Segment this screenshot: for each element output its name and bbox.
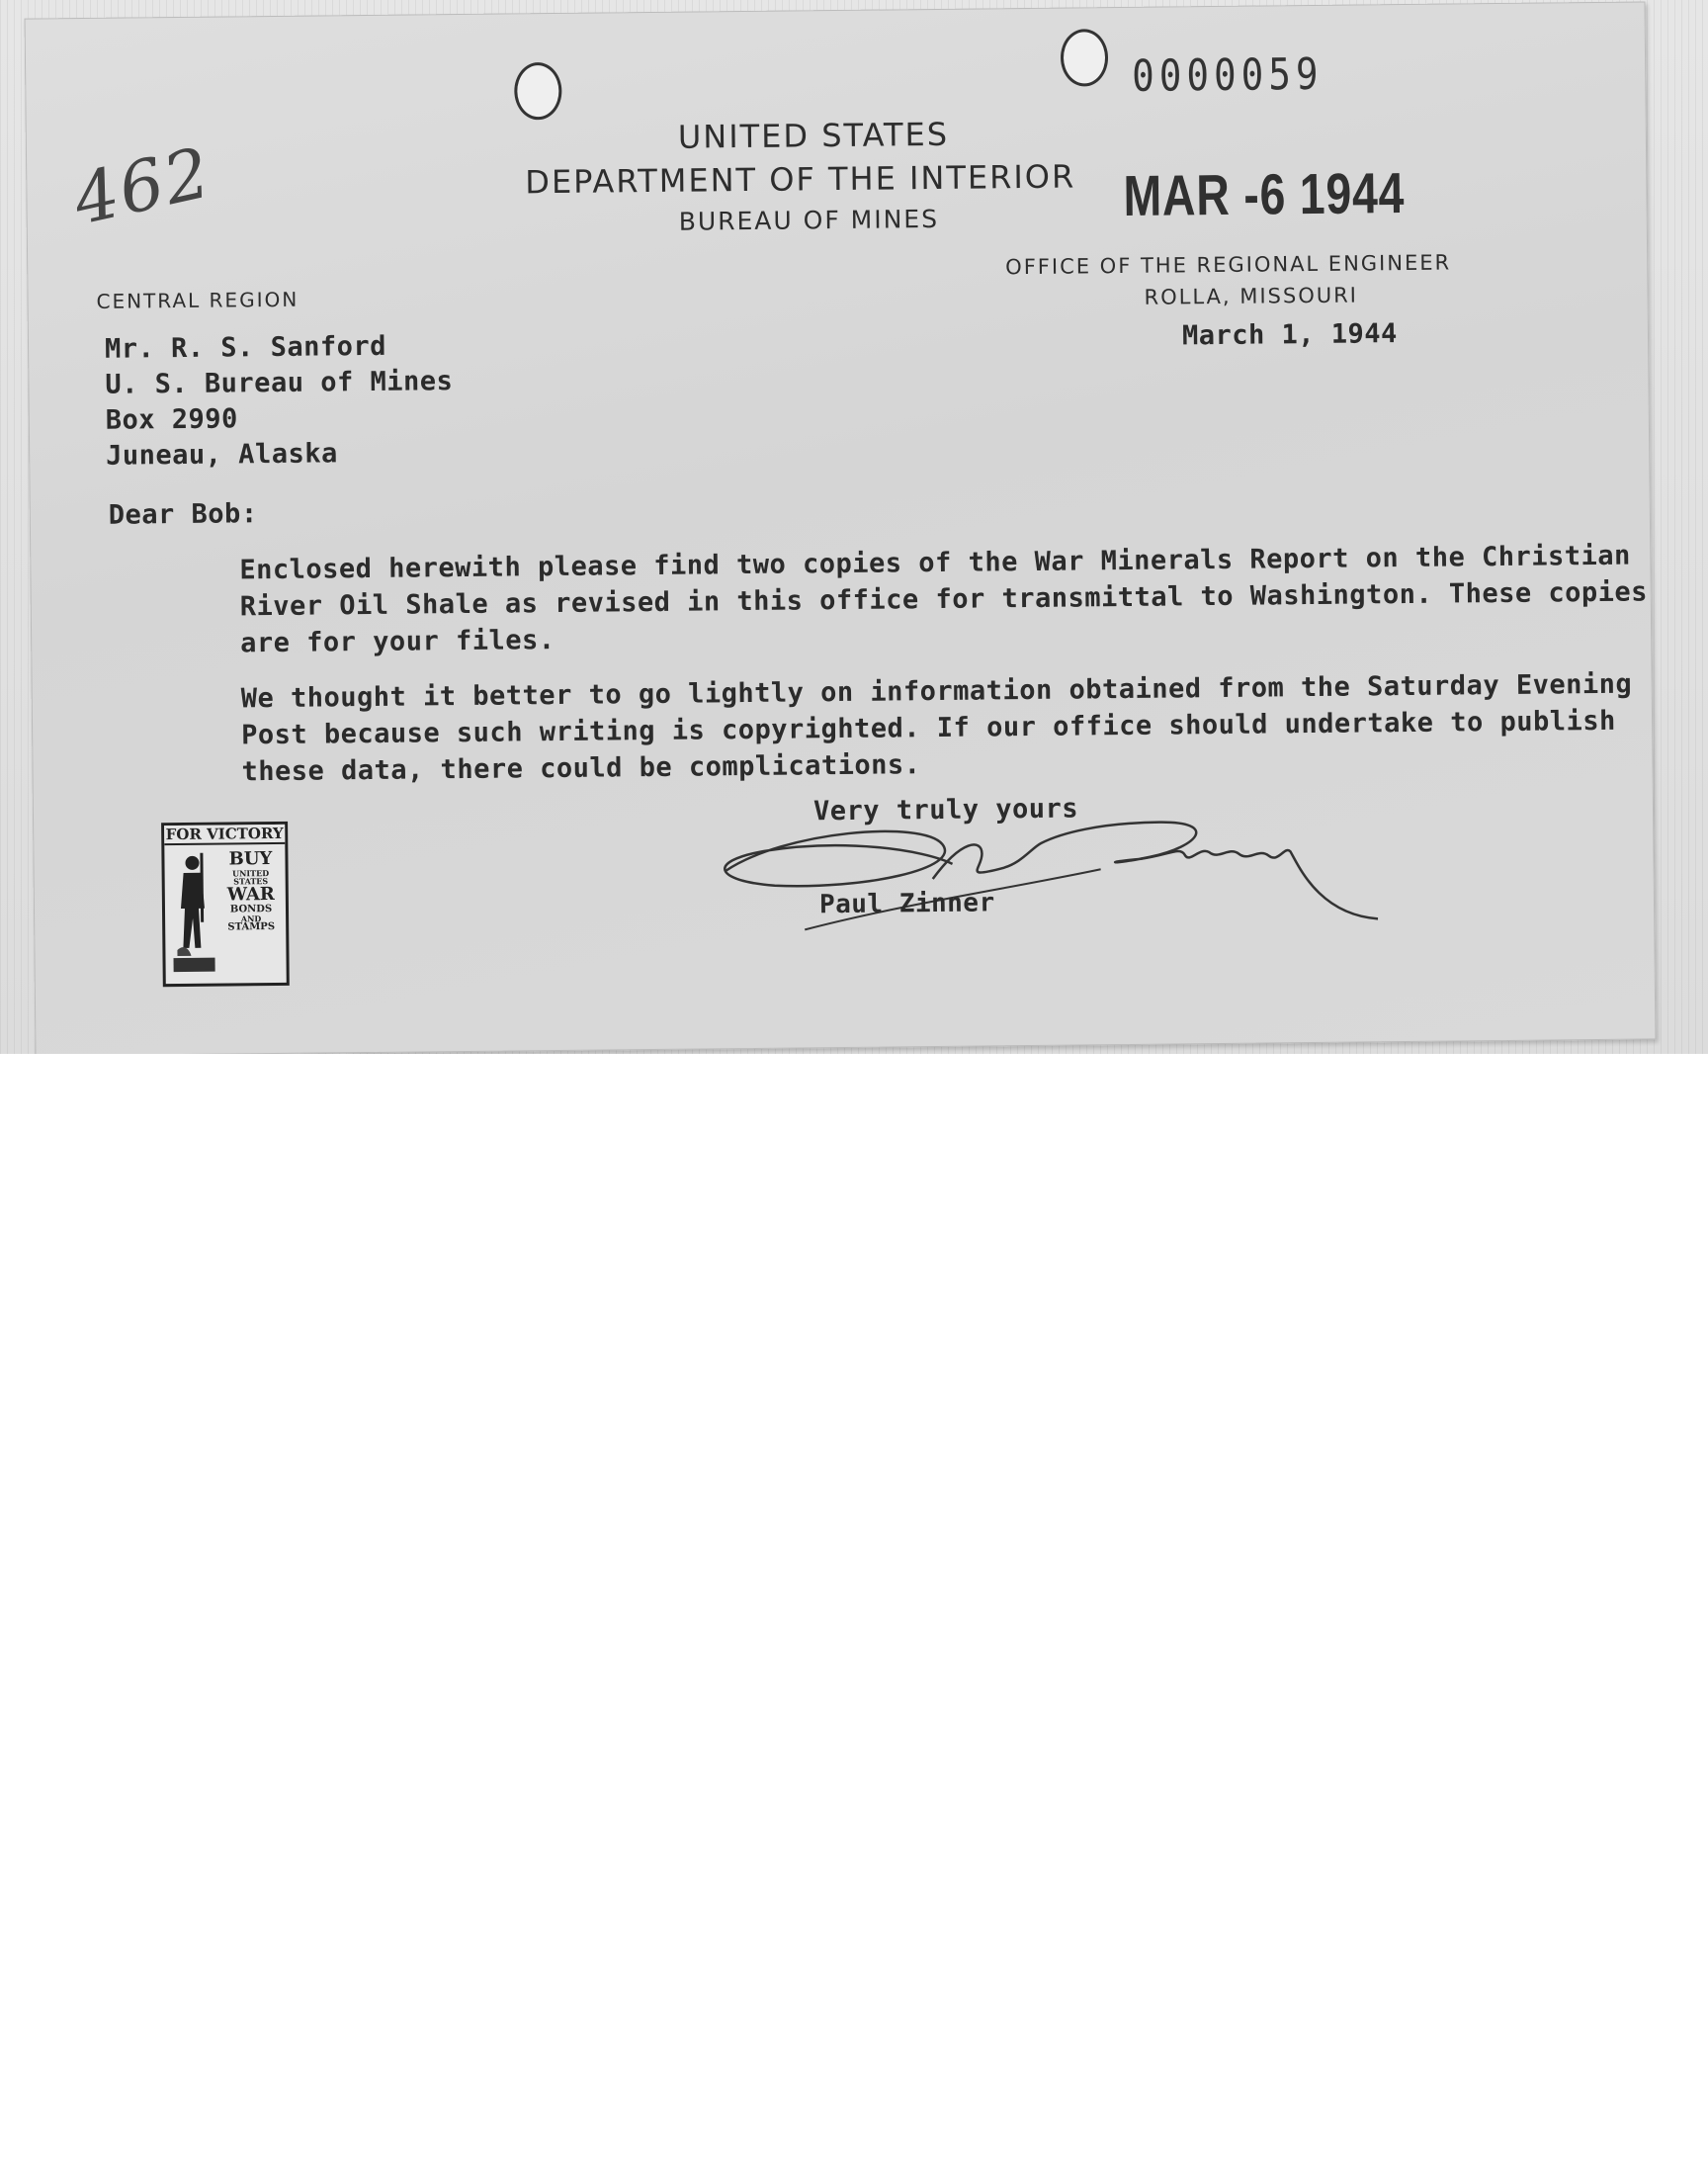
- poster-bonds: BONDS: [229, 903, 273, 915]
- poster-and: AND: [240, 914, 262, 924]
- war-bonds-poster: [161, 822, 290, 987]
- recipient-line-1: Mr. R. S. Sanford: [104, 330, 387, 365]
- letter-sheet: [25, 1, 1657, 1054]
- signer-name: Paul Zinner: [818, 888, 995, 920]
- recipient-address: [105, 328, 454, 475]
- region-label: CENTRAL REGION: [96, 287, 299, 313]
- letterhead-line-2: DEPARTMENT OF THE INTERIOR: [525, 157, 1076, 202]
- poster-buy: BUY: [228, 848, 273, 870]
- punch-hole-right: [1061, 29, 1109, 86]
- scanned-page-strip: [0, 0, 1708, 1054]
- received-date-stamp: MAR -6 1944: [1123, 161, 1406, 228]
- letterhead-line-3: BUREAU OF MINES: [678, 204, 940, 236]
- office-title: OFFICE OF THE REGIONAL ENGINEER: [1005, 250, 1452, 280]
- letterhead-line-1: UNITED STATES: [677, 115, 950, 156]
- office-location: ROLLA, MISSOURI: [1144, 283, 1359, 309]
- poster-header: FOR VICTORY: [164, 825, 285, 845]
- poster-war: WAR: [226, 883, 275, 906]
- poster-text: [217, 850, 284, 934]
- poster-stamps: STAMPS: [227, 921, 276, 933]
- document-number-stamp: 0000059: [1131, 48, 1324, 102]
- punch-hole-left: [514, 62, 562, 120]
- poster-united-states: UNITED STATES: [232, 867, 270, 887]
- letter-date: March 1, 1944: [1181, 318, 1398, 352]
- handwritten-file-number: 462: [66, 131, 219, 241]
- minuteman-figure-icon: [168, 849, 218, 979]
- recipient-line-4: Juneau, Alaska: [106, 438, 338, 472]
- closing: Very truly yours: [812, 793, 1079, 827]
- recipient-line-2: U. S. Bureau of Mines: [105, 366, 454, 400]
- recipient-line-3: Box 2990: [105, 403, 239, 436]
- handwritten-signature: [685, 805, 1378, 950]
- body-paragraph-1: Enclosed herewith please find two copies of the War Minerals Report on the Christian River Oil Shale as revised in this office for transmittal to Washington. These copies are for your files.: [239, 540, 1649, 659]
- body-paragraph-2: We thought it better to go lightly on information obtained from the Saturday Evening Post because such writing is copyrighted. If our office should undertake to publish these data, there could be complications.: [240, 668, 1633, 788]
- greeting: Dear Bob:: [108, 498, 258, 531]
